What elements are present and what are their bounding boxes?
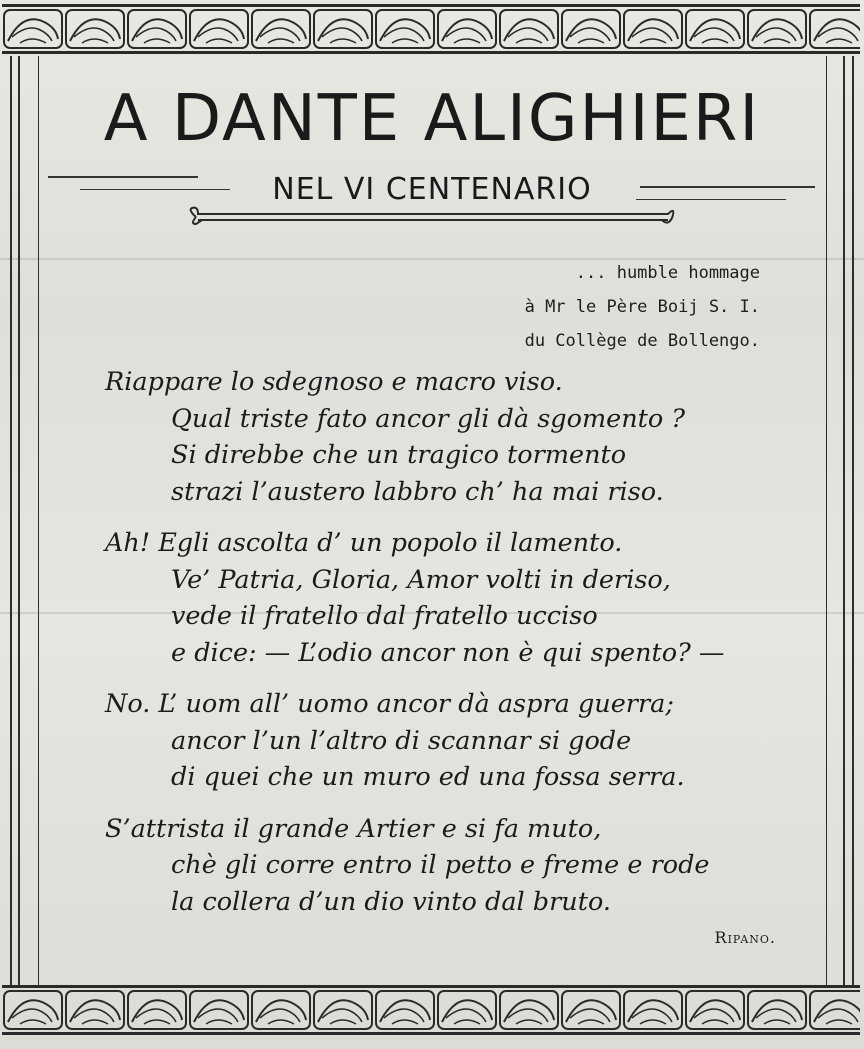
frieze-leaf-motif: [686, 10, 744, 48]
frieze-leaf-motif: [562, 991, 620, 1029]
frieze-leaf-motif: [4, 10, 62, 48]
frieze-leaf-motif: [562, 10, 620, 48]
frieze-leaf-motif: [438, 10, 496, 48]
poem-line: Si direbbe che un tragico tormento: [171, 440, 627, 470]
frame-left-rule-thin: [38, 56, 39, 986]
dedication-line: ... humble hommage: [575, 263, 760, 283]
poem: [105, 364, 825, 935]
poem-line: ancor l’un l’altro di scannar si gode: [171, 725, 632, 756]
poem-line: e dice: — L’odio ancor non è qui spento? —: [171, 637, 725, 668]
frieze-leaf-motif: [128, 10, 186, 48]
stanza: [105, 686, 825, 796]
frame-right-rule-inner: [843, 56, 845, 986]
frame-right-rule-thin: [826, 56, 827, 986]
dedication: [480, 256, 760, 358]
poem-line: chè gli corre entro il petto e freme e rode: [171, 850, 710, 880]
frieze-leaf-motif: [252, 991, 310, 1029]
frieze-leaf-motif: [810, 10, 860, 48]
poem-line: di quei che un muro ed una fossa serra.: [171, 762, 685, 792]
frieze-leaf-motif: [190, 991, 248, 1029]
poem-line: Ve’ Patria, Gloria, Amor volti in deriso,: [171, 564, 671, 595]
poem-line: S’attrista il grande Artier e si fa muto,: [105, 813, 602, 844]
poem-line: No. L’ uom all’ uomo ancor dà aspra guerra;: [105, 689, 674, 719]
poem-line: la collera d’un dio vinto dal bruto.: [171, 886, 611, 917]
frieze-leaf-motif: [748, 991, 806, 1029]
frieze-leaf-motif: [500, 10, 558, 48]
subtitle: NEL VI CENTENARIO: [272, 172, 592, 207]
stanza: [105, 525, 825, 671]
frieze-leaf-motif: [66, 991, 124, 1029]
frieze-leaf-motif: [624, 991, 682, 1029]
poem-line: Riappare lo sdegnoso e macro viso.: [105, 367, 563, 397]
dedication-line: du Collège de Bollengo.: [524, 331, 760, 351]
frame-left-rule-inner: [18, 56, 20, 986]
title-rule-right: [640, 186, 815, 188]
frieze-motifs-top: [4, 10, 860, 48]
page-title: A DANTE ALIGHIERI: [103, 82, 761, 156]
bottom-ornament-border: [2, 985, 860, 1035]
title-rule-right-thin: [636, 199, 786, 200]
poem-line: Qual triste fato ancor gli dà sgomento ?: [171, 403, 686, 434]
title-rule-left: [48, 176, 198, 178]
frame-right-rule: [852, 56, 854, 986]
frame-left-rule: [10, 56, 12, 986]
poem-line: vede il fratello dal fratello ucciso: [171, 601, 598, 631]
frieze-leaf-motif: [810, 991, 860, 1029]
frieze-leaf-motif: [500, 991, 558, 1029]
frieze-leaf-motif: [748, 10, 806, 48]
frieze-leaf-motif: [128, 991, 186, 1029]
frieze-leaf-motif: [190, 10, 248, 48]
dedication-line: à Mr le Père Boij S. I.: [524, 297, 760, 317]
frieze-leaf-motif: [438, 991, 496, 1029]
frieze-leaf-motif: [4, 991, 62, 1029]
frieze-leaf-motif: [624, 10, 682, 48]
frieze-leaf-motif: [376, 991, 434, 1029]
poem-line: strazi l’austero labbro ch’ ha mai riso.: [171, 476, 664, 507]
author-signature: Ripano.: [714, 928, 776, 947]
frieze-leaf-motif: [686, 991, 744, 1029]
scroll-flourish: [182, 206, 682, 228]
frieze-leaf-motif: [252, 10, 310, 48]
frieze-leaf-motif: [314, 991, 372, 1029]
frieze-motifs-bottom: [4, 991, 860, 1029]
stanza: [105, 364, 825, 510]
frieze-leaf-motif: [66, 10, 124, 48]
stanza: [105, 811, 825, 921]
frieze-leaf-motif: [376, 10, 434, 48]
top-ornament-border: [2, 4, 860, 54]
poem-line: Ah! Egli ascolta d’ un popolo il lamento.: [105, 528, 623, 558]
frieze-leaf-motif: [314, 10, 372, 48]
